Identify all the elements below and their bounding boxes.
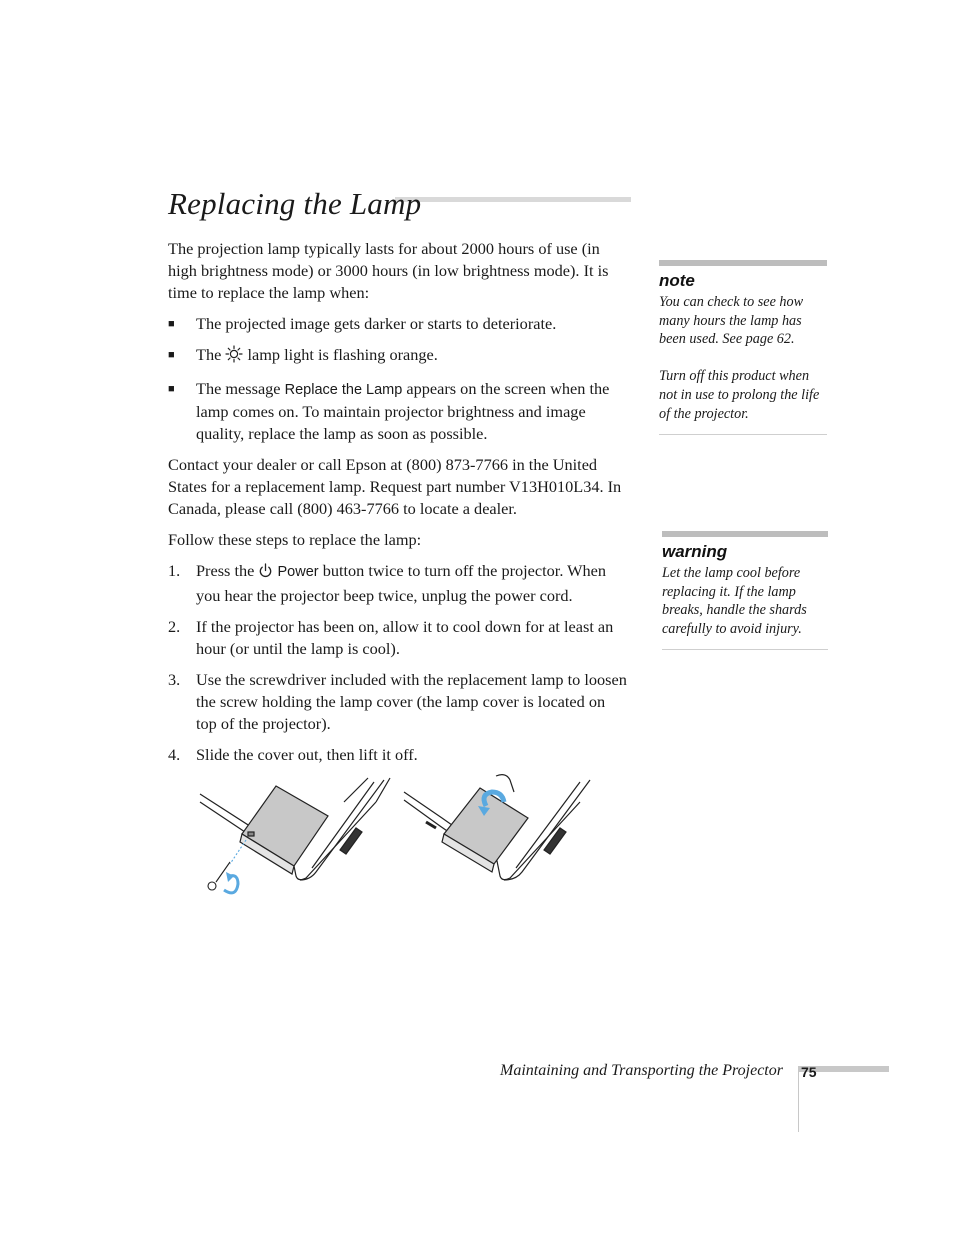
step-item: 4. Slide the cover out, then lift it off. <box>168 745 418 764</box>
screwdriver-icon <box>208 840 246 890</box>
title-rule <box>395 197 631 202</box>
step-number: 3. <box>168 670 181 689</box>
steps-intro: Follow these steps to replace the lamp: <box>168 530 422 549</box>
warning-label: warning <box>662 542 728 561</box>
step-item: 3. Use the screwdriver included with the replacement lamp to loosen the screw holding the lamp cover (the lamp cover is located on top of the projector). <box>168 670 627 733</box>
power-icon <box>258 563 273 585</box>
warning-divider <box>662 649 828 650</box>
main-content <box>168 238 630 775</box>
list-item: ■ The message Replace the Lamp appears on the screen when the lamp comes on. To maintain projector brightness and image quality, replace the lamp as soon as possible. <box>168 379 610 443</box>
bullet-icon: ■ <box>168 318 175 330</box>
condition-list <box>168 313 630 445</box>
on-screen-message: Replace the Lamp <box>284 382 403 398</box>
power-button-label: Power <box>277 564 319 580</box>
step-item: 1. Press the Power button twice to turn off the projector. When you hear the projector beep twice, unplug the power cord. <box>168 561 607 605</box>
intro-paragraph: The projection lamp typically lasts for about 2000 hours of use (in high brightness mode) or 3000 hours (in low brightness mode). It is time to replace the lamp when: <box>168 239 609 302</box>
note-divider <box>659 434 827 435</box>
page-title: Replacing the Lamp <box>168 186 422 221</box>
list-item: ■ The projected image gets darker or starts to deteriorate. <box>168 314 557 333</box>
step-number: 1. <box>168 561 181 580</box>
rotate-arrow-icon <box>224 872 238 893</box>
page-number: 75 <box>801 1064 817 1080</box>
step-number: 4. <box>168 745 181 764</box>
bullet-icon: ■ <box>168 349 175 361</box>
lamp-cover-illustration <box>196 772 596 904</box>
warning-bar <box>662 531 828 537</box>
note-sidebar <box>659 260 827 435</box>
bullet-icon: ■ <box>168 383 175 395</box>
chapter-footer: Maintaining and Transporting the Projector <box>500 1062 783 1079</box>
warning-sidebar <box>662 531 828 650</box>
contact-paragraph: Contact your dealer or call Epson at (800) 873-7766 in the United States for a replacement lamp. Request part number V13H010L34. In Canada, please call (800) 463-7766 to locate a dealer. <box>168 455 622 518</box>
step-number: 2. <box>168 617 181 636</box>
note-text-2: Turn off this product when not in use to prolong the life of the projector. <box>659 368 820 422</box>
list-item: ■ The lamp light is flashing orange. <box>168 344 630 369</box>
note-label: note <box>659 271 695 290</box>
warning-text: Let the lamp cool before replacing it. If the lamp breaks, handle the shards carefully to avoid injury. <box>662 564 807 638</box>
note-bar <box>659 260 827 266</box>
note-text-1: You can check to see how many hours the lamp has been used. See page 62. <box>659 293 804 348</box>
lamp-icon <box>225 345 243 369</box>
step-item: 2. If the projector has been on, allow it to cool down for at least an hour (or until the lamp is cool). <box>168 617 614 658</box>
footer-divider <box>798 1066 799 1132</box>
steps-list <box>168 560 630 766</box>
